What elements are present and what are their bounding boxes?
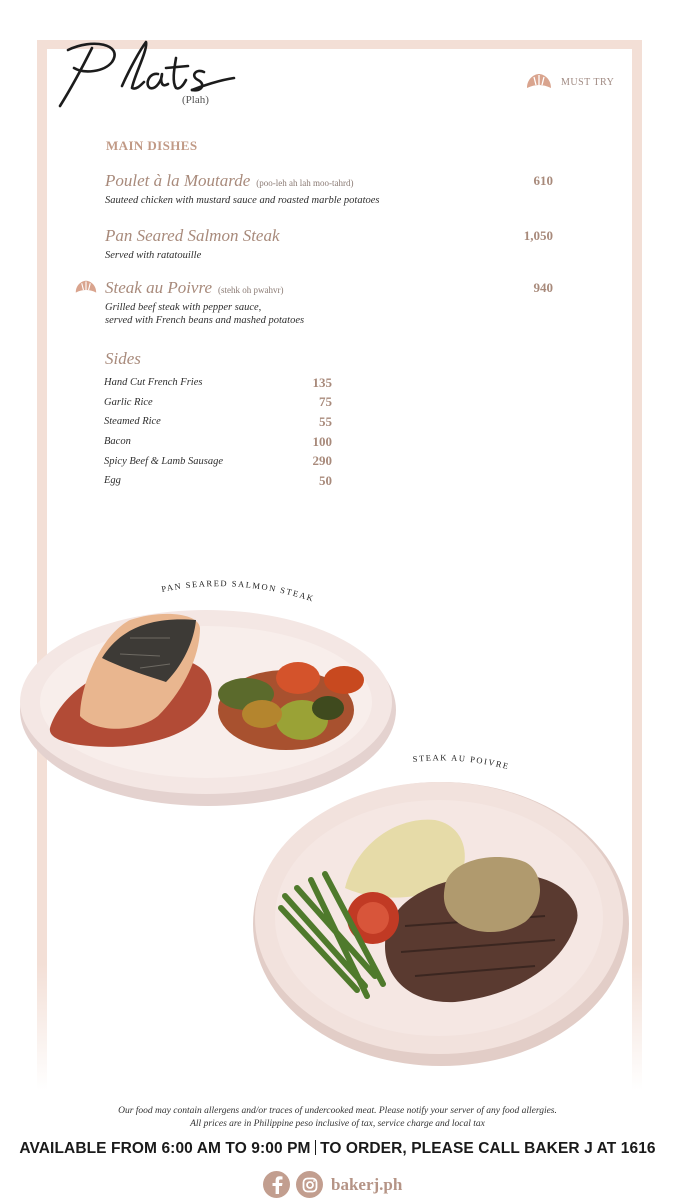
salmon-label-text: PAN SEARED SALMON STEAK [160, 578, 316, 604]
side-price: 75 [319, 394, 332, 410]
title-pronunciation: (Plah) [182, 94, 209, 106]
steak-label-text: STEAK AU POIVRE [412, 752, 511, 772]
dish-steak [105, 278, 555, 327]
steak-dish-photo [245, 776, 637, 1068]
must-try-legend [525, 72, 614, 92]
svg-text:STEAK AU POIVRE [412, 752, 511, 771]
side-price: 55 [319, 413, 332, 429]
side-name: Garlic Rice [104, 396, 153, 408]
list-item [104, 432, 332, 452]
hours-text: AVAILABLE FROM 6:00 AM TO 9:00 PM [19, 1140, 311, 1157]
order-text: TO ORDER, PLEASE CALL BAKER J AT 1616 [320, 1140, 656, 1157]
facebook-icon[interactable] [263, 1171, 290, 1198]
side-price: 50 [319, 472, 332, 488]
list-item [104, 451, 332, 471]
side-price: 135 [312, 374, 332, 390]
menu-frame-left [37, 40, 47, 1090]
must-try-label: MUST TRY [561, 76, 615, 88]
croissant-icon [525, 72, 553, 92]
steak-photo-label [405, 748, 525, 778]
footer-notes [0, 1105, 675, 1131]
divider [315, 1140, 317, 1155]
dish-description-line-1: Grilled beef steak with pepper sauce, [105, 302, 262, 313]
instagram-icon[interactable] [296, 1171, 323, 1198]
dish-poulet [105, 171, 555, 207]
dish-phonetic: (stehk oh pwahvr) [218, 285, 284, 295]
price-note: All prices are in Philippine peso inclusive of tax, service charge and local tax [190, 1119, 485, 1129]
side-name: Bacon [104, 436, 131, 448]
list-item [104, 393, 332, 413]
croissant-icon [74, 279, 98, 296]
dish-phonetic: (poo-leh ah lah moo-tahrd) [256, 178, 354, 188]
dish-description-line-2: served with French beans and mashed potatoes [105, 315, 305, 326]
list-item [104, 373, 332, 393]
dish-name: Poulet à la Moutarde [105, 171, 251, 190]
page-title-script [52, 28, 252, 112]
allergen-note: Our food may contain allergens and/or traces of undercooked meat. Please notify your server of any food allergies. [118, 1106, 557, 1116]
dish-description: Served with ratatouille [105, 250, 202, 261]
side-price: 100 [312, 433, 332, 449]
side-name: Spicy Beef & Lamb Sausage [104, 455, 223, 467]
list-item [104, 412, 332, 432]
dish-description: Sauteed chicken with mustard sauce and roasted marble potatoes [105, 195, 380, 206]
main-dishes-heading: MAIN DISHES [106, 138, 198, 153]
social-links [263, 1171, 402, 1198]
dish-name: Steak au Poivre [105, 278, 212, 297]
side-name: Egg [104, 475, 121, 487]
dish-price: 1,050 [523, 228, 553, 243]
sides-heading: Sides [105, 349, 141, 368]
social-handle[interactable]: bakerj.ph [331, 1174, 403, 1194]
dish-salmon [105, 226, 555, 262]
side-name: Steamed Rice [104, 416, 161, 428]
side-price: 290 [312, 453, 332, 469]
dish-price: 940 [533, 280, 553, 295]
list-item [104, 471, 332, 491]
side-name: Hand Cut French Fries [104, 377, 203, 389]
footer-availability [0, 1140, 675, 1158]
dish-name: Pan Seared Salmon Steak [105, 226, 280, 245]
dish-price: 610 [533, 173, 553, 188]
sides-list [104, 373, 332, 491]
